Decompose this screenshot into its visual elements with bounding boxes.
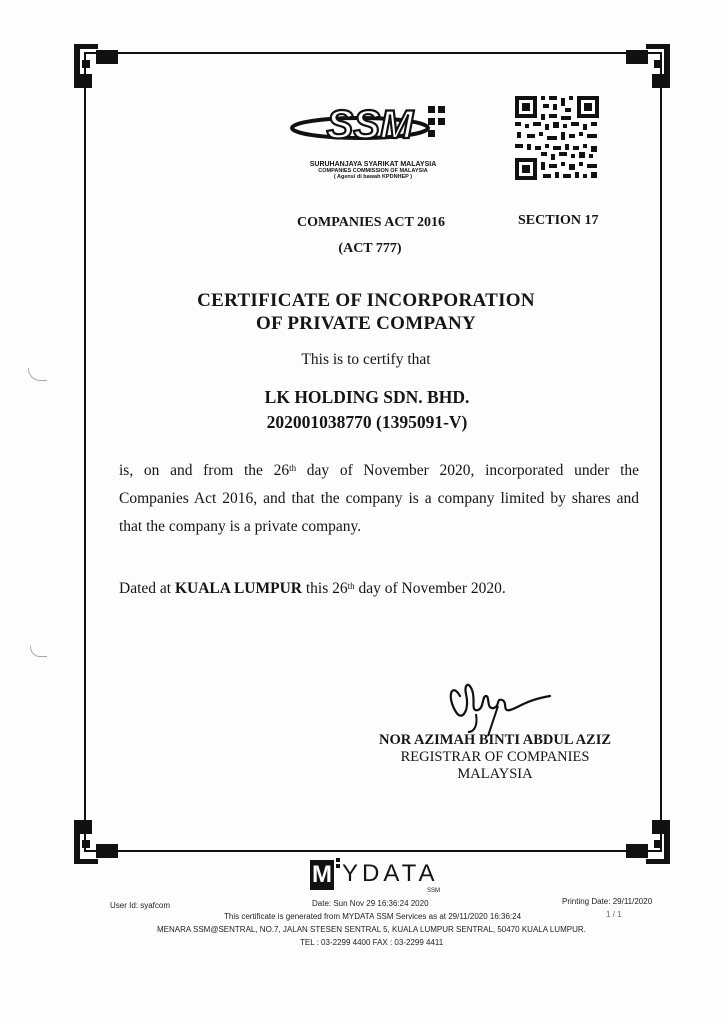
- qr-code-icon: [513, 94, 601, 182]
- dated-statement: Dated at KUALA LUMPUR this 26th day of November 2020.: [119, 580, 506, 597]
- mydata-logo-text: YDATA: [342, 860, 439, 887]
- footer-date: Date: Sun Nov 29 16:36:24 2020: [312, 899, 429, 908]
- corner-ornament-top-left: [74, 44, 118, 88]
- certificate-title-line2: OF PRIVATE COMPANY: [255, 313, 477, 334]
- incorporation-paragraph: [119, 457, 639, 541]
- ssm-emblem-icon: [288, 98, 458, 154]
- footer-page-number: 1 / 1: [606, 910, 622, 919]
- footer-address: MENARA SSM@SENTRAL, NO.7, JALAN STESEN SENTRAL 5, KUALA LUMPUR SENTRAL, 50470 KUALA LUMPUR.: [157, 925, 586, 934]
- paragraph-line-3: that the company is a private company.: [119, 518, 362, 535]
- punch-hole-mark: [30, 646, 47, 657]
- punch-hole-mark: [28, 368, 47, 381]
- ssm-agency-note: ( Agensi di bawah KPDNHEP ): [333, 174, 413, 180]
- ssm-name-malay: SURUHANJAYA SYARIKAT MALAYSIA: [309, 161, 437, 168]
- svg-text:SSM: SSM: [326, 103, 414, 147]
- footer-generated-note: This certificate is generated from MYDATA SSM Services as at 29/11/2020 16:36:24: [224, 912, 522, 921]
- certify-statement: This is to certify that: [301, 351, 431, 368]
- certificate-title: [150, 289, 582, 335]
- signatory-title: REGISTRAR OF COMPANIES: [400, 749, 590, 765]
- paragraph-line-1: is, on and from the 26th day of November 2020, incorporated under the: [119, 462, 640, 479]
- act-title: COMPANIES ACT 2016: [297, 215, 446, 230]
- ssm-logo: [288, 98, 458, 188]
- corner-ornament-bottom-right: [626, 820, 670, 864]
- company-registration-number: 202001038770 (1395091-V): [266, 412, 468, 432]
- section-number: SECTION 17: [518, 213, 599, 228]
- ssm-name-english: COMPANIES COMMISSION OF MALAYSIA: [318, 168, 428, 174]
- mydata-logo: [310, 858, 470, 898]
- footer-printing-date: Printing Date: 29/11/2020: [562, 897, 653, 906]
- company-name: LK HOLDING SDN. BHD.: [264, 387, 470, 407]
- footer-contact: TEL : 03-2299 4400 FAX : 03-2299 4411: [300, 938, 444, 947]
- signatory-name: NOR AZIMAH BINTI ABDUL AZIZ: [378, 732, 612, 748]
- company-block: [200, 385, 534, 435]
- act-number: (ACT 777): [338, 241, 402, 256]
- dated-place: KUALA LUMPUR: [174, 580, 302, 597]
- signatory-block: [350, 732, 640, 783]
- signatory-country: MALAYSIA: [457, 766, 533, 782]
- corner-ornament-top-right: [626, 44, 670, 88]
- paragraph-line-2: Companies Act 2016, and that the company is a company limited by shares and: [119, 490, 639, 507]
- corner-ornament-bottom-left: [74, 820, 118, 864]
- certificate-title-line1: CERTIFICATE OF INCORPORATION: [197, 290, 535, 311]
- mydata-logo-sub: SSM: [427, 888, 441, 894]
- mydata-logo-m: M: [312, 861, 332, 888]
- footer-user-id: User Id: syafcom: [110, 901, 171, 910]
